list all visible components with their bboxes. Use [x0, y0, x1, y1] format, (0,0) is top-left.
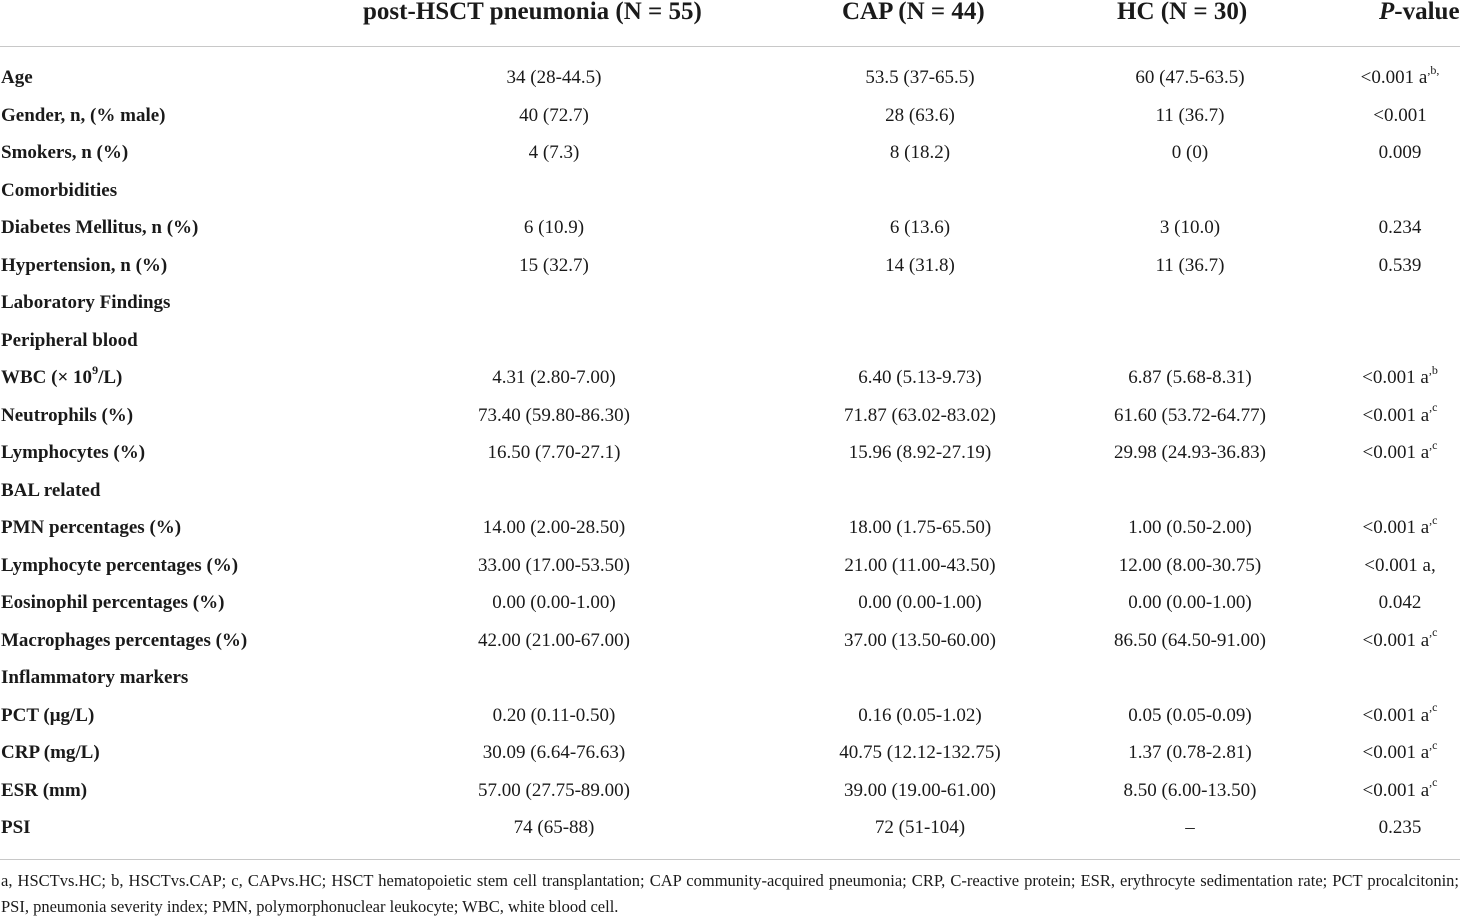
- table-row: [0, 734, 1460, 772]
- row-label: Inflammatory markers: [1, 667, 189, 688]
- value-cap: 53.5 (37-65.5): [865, 67, 975, 88]
- row-label: WBC (× $10^9/L$): [1, 362, 123, 388]
- row-label: ESR (mm): [1, 779, 88, 801]
- table-row: [0, 397, 1460, 435]
- row-label: Comorbidities: [1, 179, 118, 201]
- p-superscript: ,c: [1429, 625, 1438, 640]
- row-label: Smokers, n (%): [1, 142, 129, 163]
- header-post-hsct: post-HSCT pneumonia (N = 55): [363, 0, 702, 25]
- value-cap: 0.16 (0.05-1.02): [858, 704, 982, 726]
- value-cap: 14 (31.8): [885, 254, 955, 276]
- row-label: Hypertension, n (%): [1, 254, 168, 276]
- table-row: [0, 134, 1460, 172]
- value-cap: 0.00 (0.00-1.00): [858, 592, 982, 613]
- value-p: 0.235: [1378, 817, 1422, 838]
- table-row: [0, 809, 1460, 847]
- value-hc: 60 (47.5-63.5): [1135, 67, 1245, 88]
- value-p: 0.234: [1378, 217, 1422, 238]
- p-superscript: ,c: [1429, 437, 1438, 452]
- table-row: [0, 247, 1460, 285]
- value-cap: 28 (63.6): [885, 104, 955, 126]
- value-p: <0.001 a,: [1364, 554, 1436, 576]
- row-label: PSI: [1, 817, 31, 838]
- p-superscript: ,c: [1429, 775, 1438, 790]
- footer-rule: [0, 859, 1460, 860]
- table-row: [0, 434, 1460, 472]
- p-superscript: ,c: [1429, 400, 1438, 415]
- value-p: <0.001 $a^{,c}$: [1362, 775, 1438, 801]
- value-cap: 39.00 (19.00-61.00): [844, 779, 996, 801]
- value-p: <0.001 $a^{,b}$: [1362, 362, 1438, 388]
- p-superscript: ,c: [1429, 737, 1438, 752]
- p-superscript: ,b,: [1427, 62, 1440, 77]
- value-p: 0.539: [1378, 254, 1422, 276]
- value-post-hsct: 14.00 (2.00-28.50): [482, 517, 626, 538]
- row-label: Diabetes Mellitus, n (%): [1, 217, 199, 238]
- value-post-hsct: 16.50 (7.70-27.1): [487, 442, 621, 463]
- table-header: [0, 0, 1460, 46]
- table-row: [0, 172, 1460, 210]
- value-hc: 0 (0): [1171, 142, 1209, 163]
- value-hc: 1.00 (0.50-2.00): [1128, 517, 1252, 538]
- value-hc: 29.98 (24.93-36.83): [1114, 442, 1266, 463]
- value-post-hsct: 73.40 (59.80-86.30): [478, 404, 630, 426]
- header-p-value: P-value: [1379, 0, 1460, 25]
- value-hc: 11 (36.7): [1155, 104, 1225, 126]
- value-cap: 18.00 (1.75-65.50): [848, 517, 992, 538]
- table-row: [0, 359, 1460, 397]
- header-rule: [0, 46, 1460, 47]
- row-label: PCT (μg/L): [1, 704, 95, 726]
- value-hc: 12.00 (8.00-30.75): [1118, 554, 1262, 576]
- table-row: [0, 697, 1460, 735]
- value-p: <0.001 $a^{,c}$: [1362, 737, 1438, 763]
- row-label: Lymphocyte percentages (%): [1, 554, 239, 576]
- table-row: [0, 59, 1460, 97]
- row-label: Peripheral blood: [1, 329, 138, 351]
- value-post-hsct: 4.31 (2.80-7.00): [492, 367, 616, 388]
- row-label: Lymphocytes (%): [1, 442, 146, 463]
- value-p: <0.001 $a^{,c}$: [1362, 437, 1438, 463]
- value-hc: 0.00 (0.00-1.00): [1128, 592, 1252, 613]
- table-row: [0, 472, 1460, 510]
- row-label: Eosinophil percentages (%): [1, 592, 225, 613]
- value-post-hsct: 4 (7.3): [528, 142, 580, 163]
- table-row: [0, 584, 1460, 622]
- value-hc: –: [1185, 817, 1195, 838]
- value-hc: 11 (36.7): [1155, 254, 1225, 276]
- p-superscript: ,b: [1428, 362, 1438, 377]
- value-p: <0.001 $a^{,c}$: [1362, 400, 1438, 426]
- row-label: Neutrophils (%): [1, 404, 134, 426]
- value-cap: 72 (51-104): [874, 817, 966, 838]
- value-p: <0.001 $a^{,c}$: [1362, 512, 1438, 538]
- row-label: CRP (mg/L): [1, 742, 100, 763]
- value-hc: 0.05 (0.05-0.09): [1128, 704, 1252, 726]
- value-post-hsct: 34 (28-44.5): [506, 67, 602, 88]
- value-cap: 15.96 (8.92-27.19): [848, 442, 992, 463]
- value-hc: 3 (10.0): [1159, 217, 1221, 238]
- value-p: <0.001 $a^{,c}$: [1362, 625, 1438, 651]
- p-superscript: ,c: [1429, 512, 1438, 527]
- value-post-hsct: 57.00 (27.75-89.00): [478, 779, 630, 801]
- value-hc: 6.87 (5.68-8.31): [1128, 367, 1252, 388]
- row-label: Gender, n, (% male): [1, 104, 166, 126]
- value-p: <0.001 $a^{,c}$: [1362, 700, 1438, 726]
- table-row: [0, 284, 1460, 322]
- header-cap: CAP (N = 44): [842, 0, 985, 25]
- row-label: PMN percentages (%): [1, 517, 182, 538]
- value-cap: 40.75 (12.12-132.75): [839, 742, 1001, 763]
- value-post-hsct: 0.20 (0.11-0.50): [492, 704, 616, 726]
- value-hc: 61.60 (53.72-64.77): [1114, 404, 1266, 426]
- table-row: [0, 547, 1460, 585]
- row-label: Macrophages percentages (%): [1, 629, 248, 651]
- row-label: BAL related: [1, 479, 101, 501]
- value-cap: 37.00 (13.50-60.00): [844, 629, 996, 651]
- table-row: [0, 97, 1460, 135]
- table-row: [0, 209, 1460, 247]
- value-post-hsct: 40 (72.7): [519, 104, 589, 126]
- value-cap: 21.00 (11.00-43.50): [844, 554, 996, 576]
- value-post-hsct: 6 (10.9): [523, 217, 585, 238]
- value-cap: 71.87 (63.02-83.02): [844, 404, 996, 426]
- table-row: [0, 509, 1460, 547]
- value-hc: 86.50 (64.50-91.00): [1114, 629, 1266, 651]
- row-label: Age: [1, 67, 33, 88]
- value-p: <0.001: [1373, 104, 1427, 126]
- value-cap: 8 (18.2): [889, 142, 951, 163]
- p-superscript: ,c: [1429, 700, 1438, 715]
- value-post-hsct: 33.00 (17.00-53.50): [478, 554, 630, 576]
- value-post-hsct: 15 (32.7): [519, 254, 589, 276]
- value-cap: 6.40 (5.13-9.73): [858, 367, 982, 388]
- value-hc: 8.50 (6.00-13.50): [1123, 779, 1257, 801]
- table-footnote: a, HSCTvs.HC; b, HSCTvs.CAP; c, CAPvs.HC; HSCT hematopoietic stem cell transplantation; CAP community-acquired pneumonia; CRP, C-reactive protein; ESR, erythrocyte sedimentation rate; PCT procalcitonin; PSI, pneumonia severity index; PMN, polymorphonuclear leukocyte; WBC, white blood cell.: [1, 871, 1459, 916]
- value-p: 0.042: [1378, 592, 1422, 613]
- value-hc: 1.37 (0.78-2.81): [1128, 742, 1252, 763]
- table-row: [0, 622, 1460, 660]
- value-post-hsct: 0.00 (0.00-1.00): [492, 592, 616, 613]
- value-post-hsct: 30.09 (6.64-76.63): [482, 742, 626, 763]
- value-post-hsct: 42.00 (21.00-67.00): [478, 629, 630, 651]
- table-row: [0, 772, 1460, 810]
- table-row: [0, 659, 1460, 697]
- row-label: Laboratory Findings: [1, 292, 171, 313]
- table-row: [0, 322, 1460, 360]
- value-cap: 6 (13.6): [889, 217, 951, 238]
- value-p: <0.001 $a^{,b,}$: [1360, 62, 1440, 88]
- header-hc: HC (N = 30): [1117, 0, 1248, 25]
- value-post-hsct: 74 (65-88): [513, 817, 595, 838]
- value-p: 0.009: [1378, 142, 1422, 163]
